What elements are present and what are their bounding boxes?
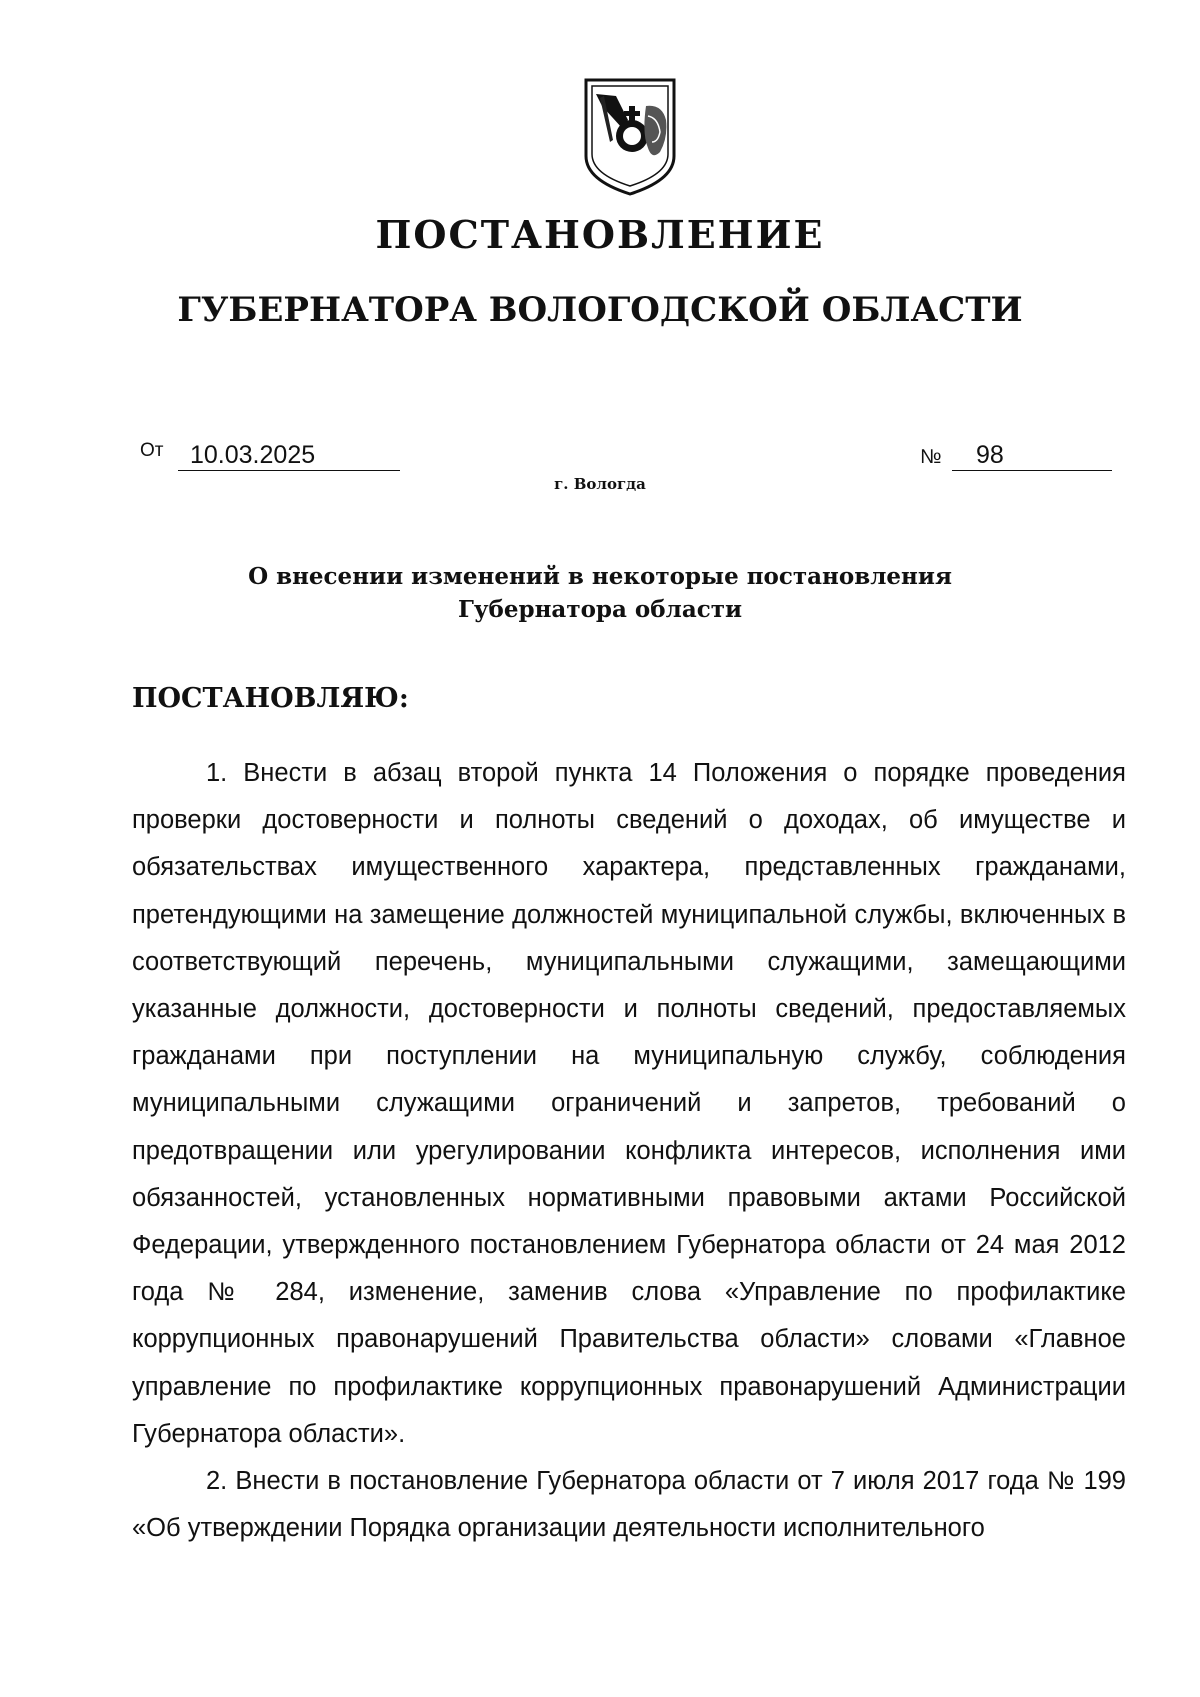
date-label: От [140,440,164,461]
paragraph-1: 1. Внести в абзац второй пункта 14 Положения о порядке проведения проверки достоверности и полноты сведений о доходах, об имуществе и обязательствах имущественного характера, представленных гражданами, претендующими на замещение должностей муниципальной службы, включенных в соответствующий перечень, муниципальными служащими, замещающими указанные должности, достоверности и полноты сведений, предоставляемых гражданами при поступлении на муниципальную службу, соблюдения муниципальными служащими ограничений и запретов, требований о предотвращении или урегулировании конфликта интересов, исполнения ими обязанностей, установленных нормативными правовыми актами Российской Федерации, утвержденного постановлением Губернатора области от 24 мая 2012 года № 284, изменение, заменив слова «Управление по профилактике коррупционных правонарушений Правительства области» словами «Главное управление по профилактике коррупционных правонарушений Администрации Губернатора области». [132,759,1126,1448]
city-name: г. Вологда [554,475,646,493]
document-number: 98 [952,440,1112,471]
subject-line-1: О внесении изменений в некоторые постановления [248,563,952,590]
document-body [132,750,1126,1552]
number-label: № [920,446,942,468]
resolve-heading: ПОСТАНОВЛЯЮ: [132,683,409,714]
issuing-authority-title: ГУБЕРНАТОРА ВОЛОГОДСКОЙ ОБЛАСТИ [177,290,1023,330]
paragraph-2: 2. Внести в постановление Губернатора области от 7 июля 2017 года № 199 «Об утверждении Порядка организации деятельности исполнительного [132,1467,1126,1543]
document-date: 10.03.2025 [178,440,400,471]
subject-line-2: Губернатора области [457,596,743,623]
coat-of-arms-emblem [582,76,678,198]
document-subject [0,560,1200,626]
document-type-title: ПОСТАНОВЛЕНИЕ [375,212,825,257]
